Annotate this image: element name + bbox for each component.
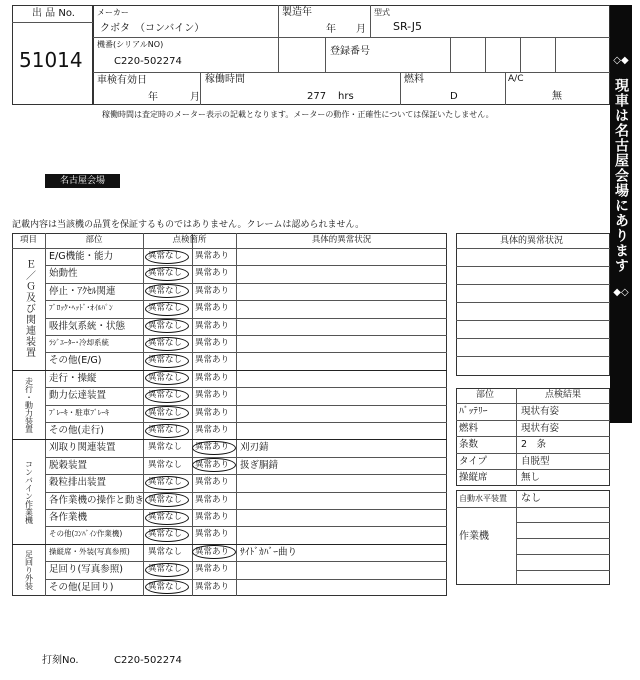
banner-text: 現車は名古屋会場にあります [613, 78, 629, 273]
status-abnormal: 異常あり [195, 581, 230, 592]
status-abnormal: 異常あり [195, 407, 230, 418]
status-abnormal: 異常あり [195, 355, 230, 366]
table-header-cell: 項目 [19, 235, 37, 245]
status-normal: 異常なし [148, 268, 183, 279]
status-abnormal: 異常あり [195, 425, 230, 435]
side-banner [610, 5, 632, 423]
status-abnormal: 異常あり [195, 251, 230, 261]
status-normal: 異常なし [148, 320, 183, 331]
status-normal: 異常なし [148, 529, 183, 540]
part-label: その他(走行) [49, 425, 104, 436]
status-normal: 異常なし [148, 581, 183, 592]
status-normal: 異常なし [148, 459, 183, 470]
part-label: ﾌﾞﾛｯｸ･ﾍｯﾄﾞ･ｵｲﾙﾊﾟﾝ [49, 303, 113, 313]
part-label: その他(足回り) [49, 581, 114, 593]
status-abnormal: 異常あり [195, 285, 230, 296]
engrave-label: 打刻No. [42, 655, 79, 666]
status-abnormal: 異常あり [195, 442, 230, 453]
part-label: 吸排気系統・状態 [49, 320, 126, 332]
status-normal: 異常なし [148, 390, 183, 401]
status-normal: 異常なし [148, 303, 183, 314]
status-normal: 異常なし [148, 407, 183, 418]
part-label: その他(E/G) [49, 355, 102, 367]
hours-label: 稼働時間 [205, 74, 245, 85]
part-label: 操縦席・外装(写真参照) [49, 546, 130, 556]
maker-label: メーカー [97, 8, 129, 17]
serial-label: 機番(シリアルNO) [97, 40, 164, 49]
selected-oval-mark [145, 354, 189, 368]
status-normal: 異常なし [148, 564, 183, 575]
check-row-value: 現状有姿 [521, 406, 560, 417]
selected-oval-mark [145, 493, 189, 507]
status-abnormal: 異常あり [195, 390, 230, 401]
status-abnormal: 異常あり [195, 338, 230, 348]
selected-oval-mark [145, 337, 189, 351]
status-normal: 異常なし [148, 442, 183, 453]
inspect-month: 月 [190, 92, 200, 103]
status-abnormal: 異常あり [195, 372, 230, 383]
inspect-year: 年 [148, 92, 158, 103]
work-label: 作業機 [459, 531, 489, 542]
hours-note: 稼働時間は査定時のメーター表示の記載となります。メーターの動作・正確性については保証いたしません。 [102, 110, 494, 119]
fuel-label: 燃料 [404, 74, 424, 85]
diamond-mark-top: ◇◆ [613, 55, 629, 66]
model-value: SR-J5 [393, 20, 423, 33]
status-normal: 異常なし [148, 372, 183, 383]
status-abnormal: 異常あり [195, 477, 230, 488]
engrave-value: C220-502274 [114, 655, 182, 666]
ac-label: A/C [508, 74, 524, 84]
part-label: 停止・ｱｸｾﾙ関連 [49, 285, 116, 297]
part-label: ﾌﾞﾚｰｷ・駐車ﾌﾞﾚｰｷ [49, 407, 109, 417]
lot-label: 出 品 No. [32, 8, 75, 19]
selected-oval-mark [145, 528, 189, 542]
disclaimer: 記載内容は当該機の品質を保証するものではありません。クレームは認められません。 [12, 220, 365, 230]
year-unit: 年 [326, 24, 336, 35]
ac-value: 無 [552, 91, 562, 102]
part-label: 脱穀装置 [49, 459, 88, 471]
status-abnormal: 異常あり [195, 268, 230, 279]
abnormal-note: ｻｲﾄﾞｶﾊﾞｰ曲り [240, 546, 298, 558]
check-row-value: 自脱型 [521, 455, 550, 467]
status-abnormal: 異常あり [195, 529, 230, 540]
check-row-label: ﾊﾞｯﾃﾘｰ [459, 406, 488, 417]
month-unit: 月 [356, 24, 366, 35]
hours-value: 277 [307, 91, 327, 102]
selected-oval-mark [145, 580, 189, 594]
check-row-label: 条数 [459, 439, 479, 450]
table-header-cell: 部位 [85, 235, 103, 245]
status-normal: 異常なし [148, 477, 183, 488]
part-label: ﾗｼﾞｴｰﾀｰ･冷却系統 [49, 338, 109, 347]
venue-tag: 名古屋会場 [45, 174, 120, 188]
serial-value: C220-502274 [114, 56, 182, 67]
auto-level-value: なし [521, 493, 541, 504]
hours-unit: hrs [338, 91, 354, 102]
table-header-cell: 具体的異常状況 [311, 235, 372, 245]
part-label: その他(ｺﾝﾊﾞｲﾝ作業機) [49, 529, 123, 539]
right-notes-header: 具体的異常状況 [500, 236, 564, 246]
category-label: Ｅ／Ｇ及び関連装置 [23, 259, 35, 359]
maker-value: クボタ （コンバイン） [100, 23, 205, 34]
status-abnormal: 異常あり [195, 320, 230, 331]
check-row-value: 現状有姿 [521, 422, 560, 434]
part-label: 穀粒排出装置 [49, 477, 107, 489]
part-label: 動力伝達装置 [49, 390, 107, 402]
selected-oval-mark [145, 250, 189, 264]
part-label: 各作業機 [49, 512, 88, 523]
auto-level-label: 自動水平装置 [459, 494, 507, 503]
inspect-label: 車検有効日 [97, 75, 147, 86]
selected-oval-mark [145, 563, 189, 577]
check-row-label: 操縦席 [459, 472, 488, 483]
check-row-label: 燃料 [459, 422, 479, 434]
status-abnormal: 異常あり [195, 459, 230, 470]
category-label: 足回り外装 [24, 549, 34, 590]
category-label: 走行・動力装置 [24, 376, 34, 433]
category-label: コンバイン作業機 [24, 459, 34, 524]
status-normal: 異常なし [148, 355, 183, 366]
selected-oval-mark [192, 441, 236, 455]
status-abnormal: 異常あり [195, 494, 230, 505]
lot-number: 51014 [19, 48, 83, 72]
diamond-mark-bottom: ◆◇ [613, 287, 629, 298]
status-abnormal: 異常あり [195, 546, 230, 557]
status-abnormal: 異常あり [195, 303, 230, 314]
check-row-value: 無し [521, 472, 541, 483]
selected-oval-mark [145, 319, 189, 333]
part-label: 走行・操縦 [49, 372, 97, 384]
table-header-cell: 点検箇所 [172, 235, 207, 245]
status-normal: 異常なし [148, 494, 183, 505]
selected-oval-mark [145, 476, 189, 490]
check-header-part: 部位 [476, 390, 495, 400]
selected-oval-mark [145, 267, 189, 281]
reg-label: 登録番号 [330, 46, 370, 57]
check-header-result: 点検結果 [545, 390, 582, 400]
status-normal: 異常なし [148, 251, 183, 261]
check-row-value: 2 条 [521, 439, 547, 450]
status-normal: 異常なし [148, 546, 183, 557]
abnormal-note: 刈刃錆 [240, 442, 269, 454]
status-abnormal: 異常あり [195, 564, 230, 575]
right-notes-box [456, 233, 610, 376]
status-abnormal: 異常あり [195, 512, 230, 522]
status-normal: 異常なし [148, 338, 183, 348]
abnormal-note: 扱ぎ胴錆 [240, 459, 279, 471]
year-label: 製造年 [282, 7, 312, 18]
selected-oval-mark [145, 406, 189, 420]
selected-oval-mark [145, 424, 189, 438]
part-label: 始動性 [49, 268, 78, 280]
selected-oval-mark [145, 302, 189, 316]
part-label: 各作業機の操作と動き [49, 494, 145, 506]
part-label: E/G機能・能力 [49, 251, 114, 262]
fuel-value: D [450, 91, 458, 102]
status-normal: 異常なし [148, 425, 183, 435]
status-normal: 異常なし [148, 285, 183, 296]
status-normal: 異常なし [148, 512, 183, 522]
selected-oval-mark [145, 511, 189, 525]
part-label: 足回り(写真参照) [49, 564, 123, 576]
check-row-label: タイプ [459, 455, 488, 467]
selected-oval-mark [145, 389, 189, 403]
part-label: 刈取り関連装置 [49, 442, 116, 454]
model-label: 型式 [374, 8, 390, 17]
